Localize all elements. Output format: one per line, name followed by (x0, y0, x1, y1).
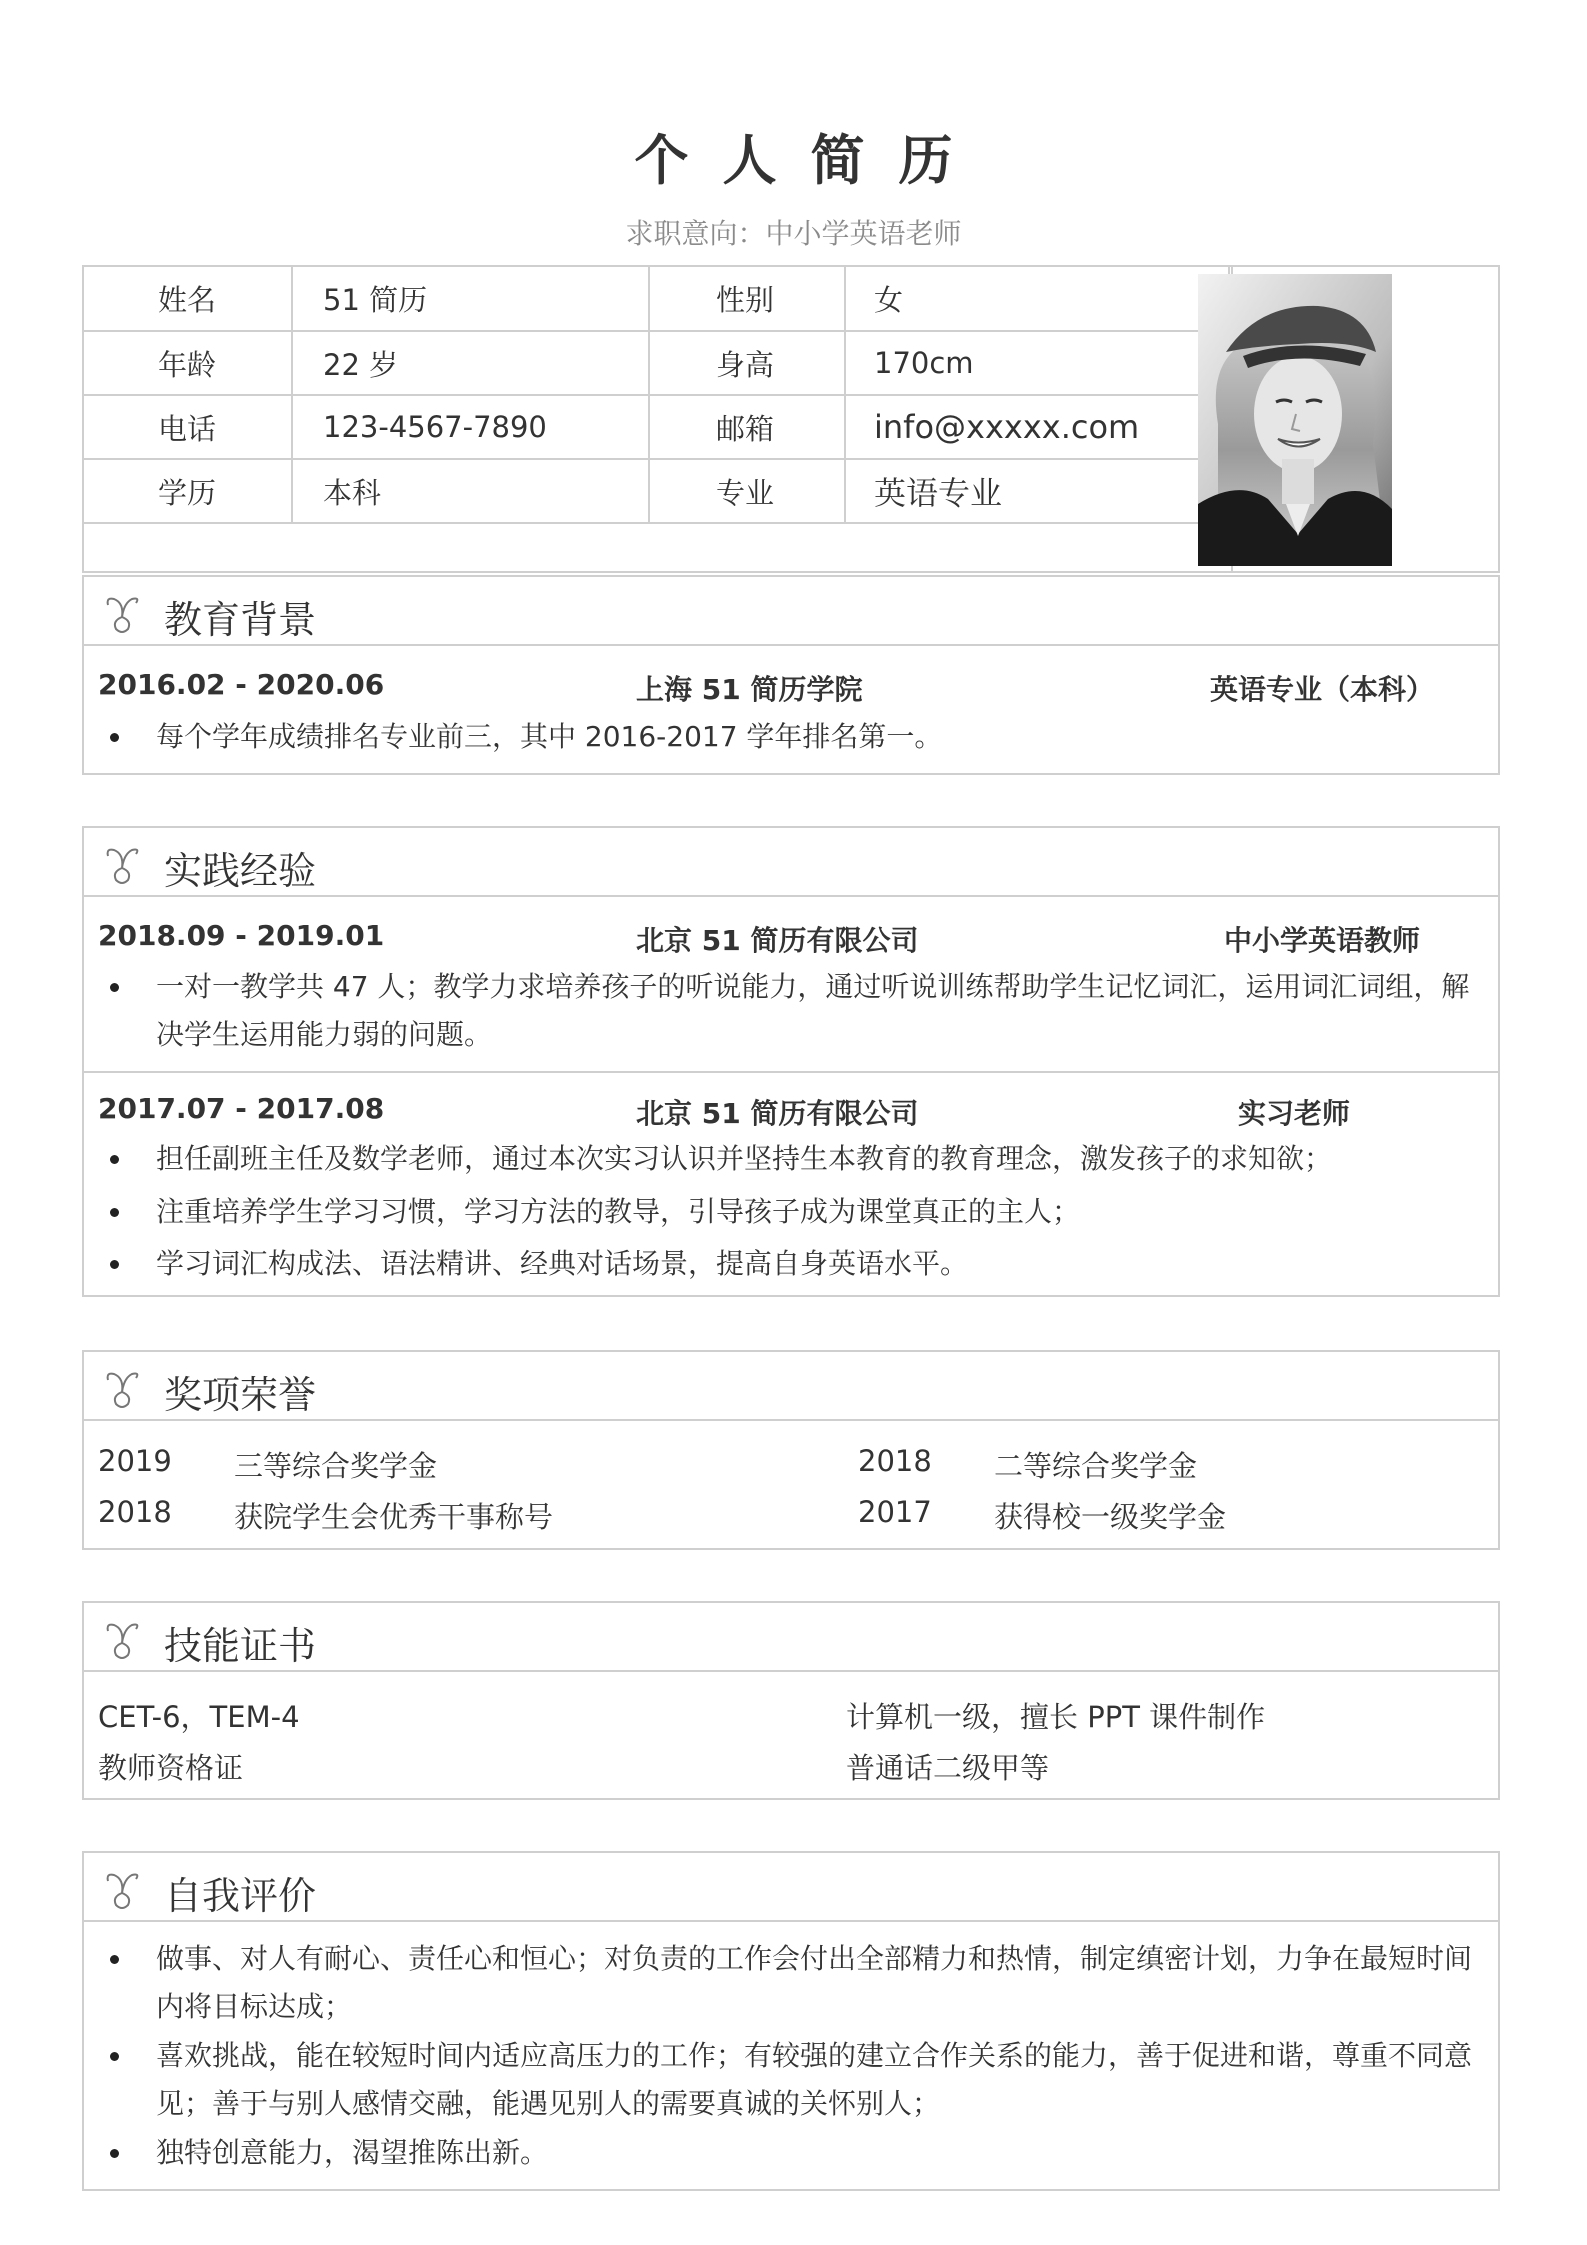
list-item: 每个学年成绩排名专业前三，其中 2016-2017 学年排名第一。 (98, 713, 1488, 761)
job-objective: 求职意向：中小学英语老师 (625, 217, 962, 250)
self-evaluation-section (82, 1851, 1500, 2191)
education-major: 英语专业（本科） (1210, 673, 1435, 706)
section-header (84, 1603, 1498, 1672)
skills-section (82, 1601, 1500, 1800)
info-label: 姓名 (84, 267, 292, 331)
award-year: 2018 (858, 1444, 932, 1478)
award-name: 三等综合奖学金 (234, 1449, 438, 1483)
job-role: 中小学英语教师 (1224, 924, 1421, 957)
section-header (84, 1352, 1498, 1421)
section-title: 自我评价 (164, 1874, 317, 1918)
skill-item: 教师资格证 (98, 1751, 244, 1785)
award-name: 获得校一级奖学金 (994, 1500, 1227, 1534)
ram-horns-icon (104, 1621, 140, 1661)
ram-horns-icon (104, 846, 140, 886)
award-year: 2018 (98, 1495, 172, 1529)
info-value: 170cm (845, 331, 1229, 395)
list-item: 独特创意能力，渴望推陈出新。 (98, 2129, 1488, 2177)
award-year: 2019 (98, 1444, 172, 1478)
info-row (84, 267, 1229, 331)
job-company: 北京 51 简历有限公司 (636, 1097, 919, 1130)
list-item: 担任副班主任及数学老师，通过本次实习认识并坚持生本教育的教育理念，激发孩子的求知欲； (98, 1135, 1488, 1183)
job-date: 2017.07 - 2017.08 (98, 1092, 385, 1125)
skill-item: 计算机一级，擅长 PPT 课件制作 (846, 1700, 1266, 1734)
info-row (84, 331, 1229, 395)
job-company: 北京 51 简历有限公司 (636, 924, 919, 957)
skill-item: CET-6，TEM-4 (98, 1700, 300, 1734)
education-date: 2016.02 - 2020.06 (98, 668, 385, 701)
award-name: 二等综合奖学金 (994, 1449, 1198, 1483)
section-header (84, 577, 1498, 646)
ram-horns-icon (104, 595, 140, 635)
section-title: 教育背景 (164, 598, 317, 642)
practice-section (82, 826, 1500, 1297)
ram-horns-icon (104, 1871, 140, 1911)
education-school: 上海 51 简历学院 (636, 673, 863, 706)
list-item: 喜欢挑战，能在较短时间内适应高压力的工作；有较强的建立合作关系的能力，善于促进和谐，尊重不同意见；善于与别人感情交融，能遇见别人的需要真诚的关怀别人； (98, 2032, 1488, 2128)
info-value: 英语专业 (845, 459, 1229, 523)
info-label: 性别 (649, 267, 845, 331)
info-label: 电话 (84, 395, 292, 459)
section-header (84, 1853, 1498, 1922)
award-name: 获院学生会优秀干事称号 (234, 1500, 554, 1534)
info-value: 女 (845, 267, 1229, 331)
info-label: 年龄 (84, 331, 292, 395)
info-label: 身高 (649, 331, 845, 395)
info-value: 本科 (292, 459, 649, 523)
info-value: 51 简历 (292, 267, 649, 331)
profile-photo (1198, 274, 1392, 566)
info-value: 123-4567-7890 (292, 395, 649, 459)
info-label: 邮箱 (649, 395, 845, 459)
section-title: 奖项荣誉 (164, 1373, 317, 1417)
section-header (84, 828, 1498, 897)
awards-section (82, 1350, 1500, 1550)
list-item: 学习词汇构成法、语法精讲、经典对话场景，提高自身英语水平。 (98, 1240, 1488, 1288)
page-title: 个人简历 (634, 129, 987, 192)
info-row (84, 459, 1229, 523)
job-date: 2018.09 - 2019.01 (98, 919, 385, 952)
info-row (84, 395, 1229, 459)
list-item: 一对一教学共 47 人；教学力求培养孩子的听说能力，通过听说训练帮助学生记忆词汇，运用词汇词组，解决学生运用能力弱的问题。 (98, 963, 1488, 1059)
list-item: 做事、对人有耐心、责任心和恒心；对负责的工作会付出全部精力和热情，制定缜密计划，力争在最短时间内将目标达成； (98, 1935, 1488, 2031)
section-title: 技能证书 (164, 1624, 317, 1668)
info-value: info@xxxxx.com (845, 395, 1229, 459)
skill-item: 普通话二级甲等 (846, 1751, 1050, 1785)
info-value: 22 岁 (292, 331, 649, 395)
list-item: 注重培养学生学习习惯，学习方法的教导，引导孩子成为课堂真正的主人； (98, 1188, 1488, 1236)
info-label: 专业 (649, 459, 845, 523)
award-year: 2017 (858, 1495, 932, 1529)
divider (84, 1071, 1498, 1073)
education-section (82, 575, 1500, 775)
job-role: 实习老师 (1238, 1097, 1351, 1130)
ram-horns-icon (104, 1370, 140, 1410)
section-title: 实践经验 (164, 849, 317, 893)
info-label: 学历 (84, 459, 292, 523)
